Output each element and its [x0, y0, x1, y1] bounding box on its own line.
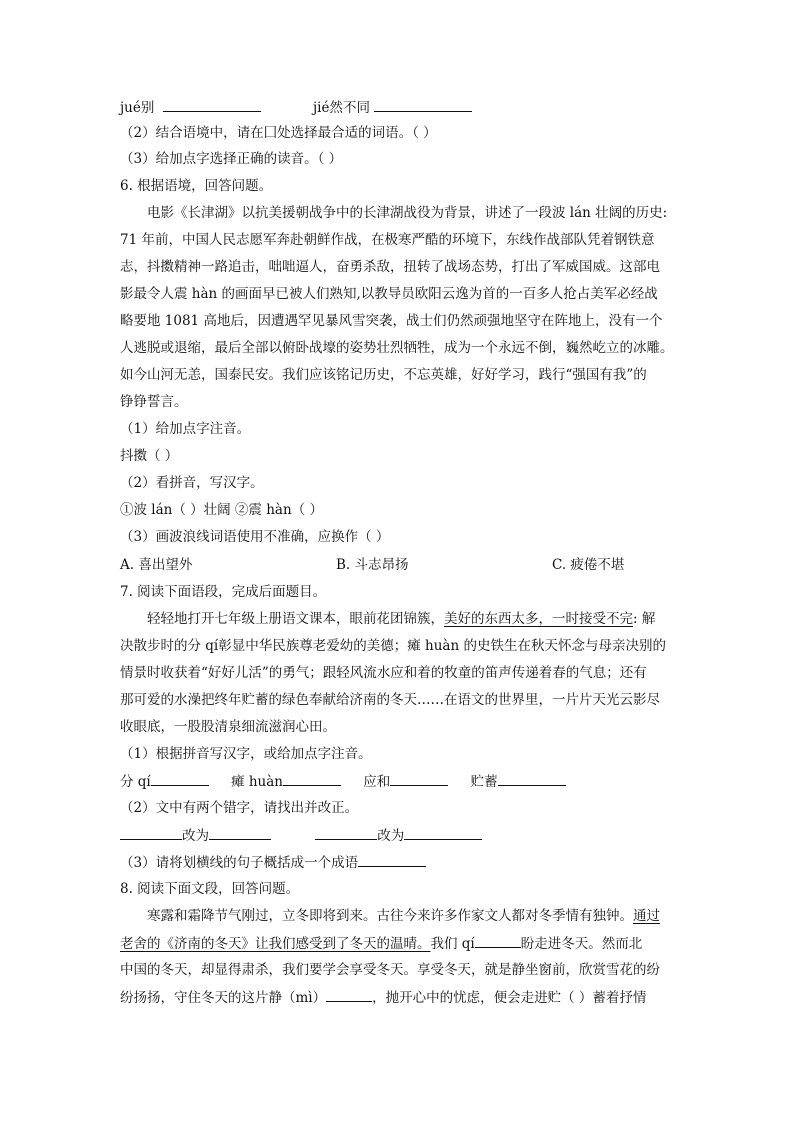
q6-sub1-answer: 抖擞（ ）: [120, 448, 179, 464]
option-b[interactable]: B. 斗志昂扬: [336, 557, 409, 573]
q5-sub3: （3）给加点字选择正确的读音。（ ）: [120, 151, 343, 167]
q5-blank-line: jué别 jié然不同: [120, 97, 680, 117]
q7-passage-line: 情景时收获着“好好儿活”的勇气；跟轻风流水应和着的牧童的笛声传递着春的气息；还有: [120, 665, 647, 681]
q6-sub2: （2）看拼音，写汉字。: [120, 475, 264, 491]
q8-passage-line: 老舍的《济南的冬天》让我们感受到了冬天的温晴。我们 qí 盼走进冬天。然而北: [120, 933, 680, 953]
answer-blank[interactable]: [151, 771, 209, 786]
option-c[interactable]: C. 疲倦不堪: [552, 557, 625, 573]
q6-sub2-answer: ①波 lán（ ）壮阔 ②震 hàn（ ）: [120, 502, 323, 518]
q7-sub2: （2）文中有两个错字，请找出并改正。: [120, 800, 359, 816]
answer-blank[interactable]: [326, 987, 372, 1002]
answer-blank[interactable]: [404, 825, 482, 840]
answer-blank[interactable]: [498, 771, 566, 786]
q8-passage-line: 中国的冬天，却显得肃杀，我们要学会享受冬天。享受冬天，就是静坐窗前，欣赏雪花的纷: [120, 962, 660, 978]
q7-passage-line: 那可爱的水澡把终年贮蓄的绿色奉献给济南的冬天……在语文的世界里，一片片天光云影尽: [120, 692, 660, 708]
answer-blank[interactable]: [283, 771, 341, 786]
q7-sub1-answer: 分 qí 瘫 huàn 应和 贮蓄: [120, 771, 680, 791]
q6-sub1: （1）给加点字注音。: [120, 421, 251, 437]
q6-passage-line: 略要地 1081 高地后，因遭遇罕见暴风雪突袭，战士们仍然顽强地坚守在阵地上，没有一个: [120, 313, 663, 329]
q6-heading: 6. 根据语境，回答问题。: [120, 178, 273, 194]
answer-blank[interactable]: [163, 97, 261, 112]
q7-sub1: （1）根据拼音写汉字，或给加点字注音。: [120, 746, 372, 762]
q7-passage-line: 收眼底，一股股清泉细流滋润心田。: [120, 719, 336, 735]
answer-blank[interactable]: [475, 933, 521, 948]
q6-passage-line: 如今山河无恙，国泰民安。我们应该铭记历史，不忘英雄，好好学习，践行“强国有我”的: [120, 367, 647, 383]
q6-passage-line: 人逃脱或退缩，最后全部以俯卧战壕的姿势壮烈牺牲，成为一个永远不倒，巍然屹立的冰雕。: [120, 340, 674, 356]
answer-blank[interactable]: [120, 825, 182, 840]
underlined-sentence: 美好的东西太多，一时接受不完: [444, 611, 633, 627]
q6-passage-line: 铮铮誓言。: [120, 394, 188, 410]
q6-passage-line: 影最令人震 hàn 的画面早已被人们熟知,以教导员欧阳云逸为首的一百多人抢占美军必经战: [120, 286, 658, 302]
q7-sub2-answer: 改为 改为: [120, 825, 680, 845]
q6-sub3: （3）画波浪线词语使用不准确，应换作（ ）: [120, 529, 390, 545]
q8-passage-line: 纷扬扬，守住冬天的这片静（mì） ，抛开心中的忧虑，便会走进贮（ ）蓄着抒情: [120, 987, 680, 1007]
q6-options: [120, 555, 680, 575]
q6-passage-line: 71 年前，中国人民志愿军奔赴朝鲜作战，在极寒严酷的环境下，东线作战部队凭着钢铁意: [120, 232, 655, 248]
q6-passage-line: 志，抖擞精神一路追击，咄咄逼人，奋勇杀敌，扭转了战场态势，打出了军威国威。这部电: [120, 259, 660, 275]
answer-blank[interactable]: [209, 825, 271, 840]
q7-passage-line: 轻轻地打开七年级上册语文课本，眼前花团锦簇，美好的东西太多，一时接受不完: 解: [147, 611, 656, 627]
q6-passage-line: 电影《长津湖》以抗美援朝战争中的长津湖战役为背景，讲述了一段波 lán 壮阔的历史:: [147, 205, 668, 221]
answer-blank[interactable]: [390, 771, 448, 786]
q7-sub3: （3）请将划横线的句子概括成一个成语: [120, 852, 680, 872]
underlined-sentence: 通过: [633, 908, 660, 924]
answer-blank[interactable]: [358, 852, 426, 867]
answer-blank[interactable]: [374, 97, 472, 112]
q8-passage-line: 寒露和霜降节气刚过，立冬即将到来。古往今来许多作家文人都对冬季情有独钟。通过: [147, 908, 660, 924]
option-a[interactable]: A. 喜出望外: [120, 557, 193, 573]
q7-heading: 7. 阅读下面语段，完成后面题目。: [120, 584, 327, 600]
q8-heading: 8. 阅读下面文段，回答问题。: [120, 881, 300, 897]
q7-passage-line: 决散步时的分 qí彰显中华民族尊老爱幼的美德；瘫 huàn 的史铁生在秋天怀念与母亲决别的: [120, 638, 666, 654]
q5-sub2: （2）结合语境中，请在囗处选择最合适的词语。（ ）: [120, 125, 437, 141]
answer-blank[interactable]: [315, 825, 377, 840]
underlined-sentence: 老舍的《济南的冬天》让我们感受到了冬天的温晴。: [120, 936, 431, 952]
